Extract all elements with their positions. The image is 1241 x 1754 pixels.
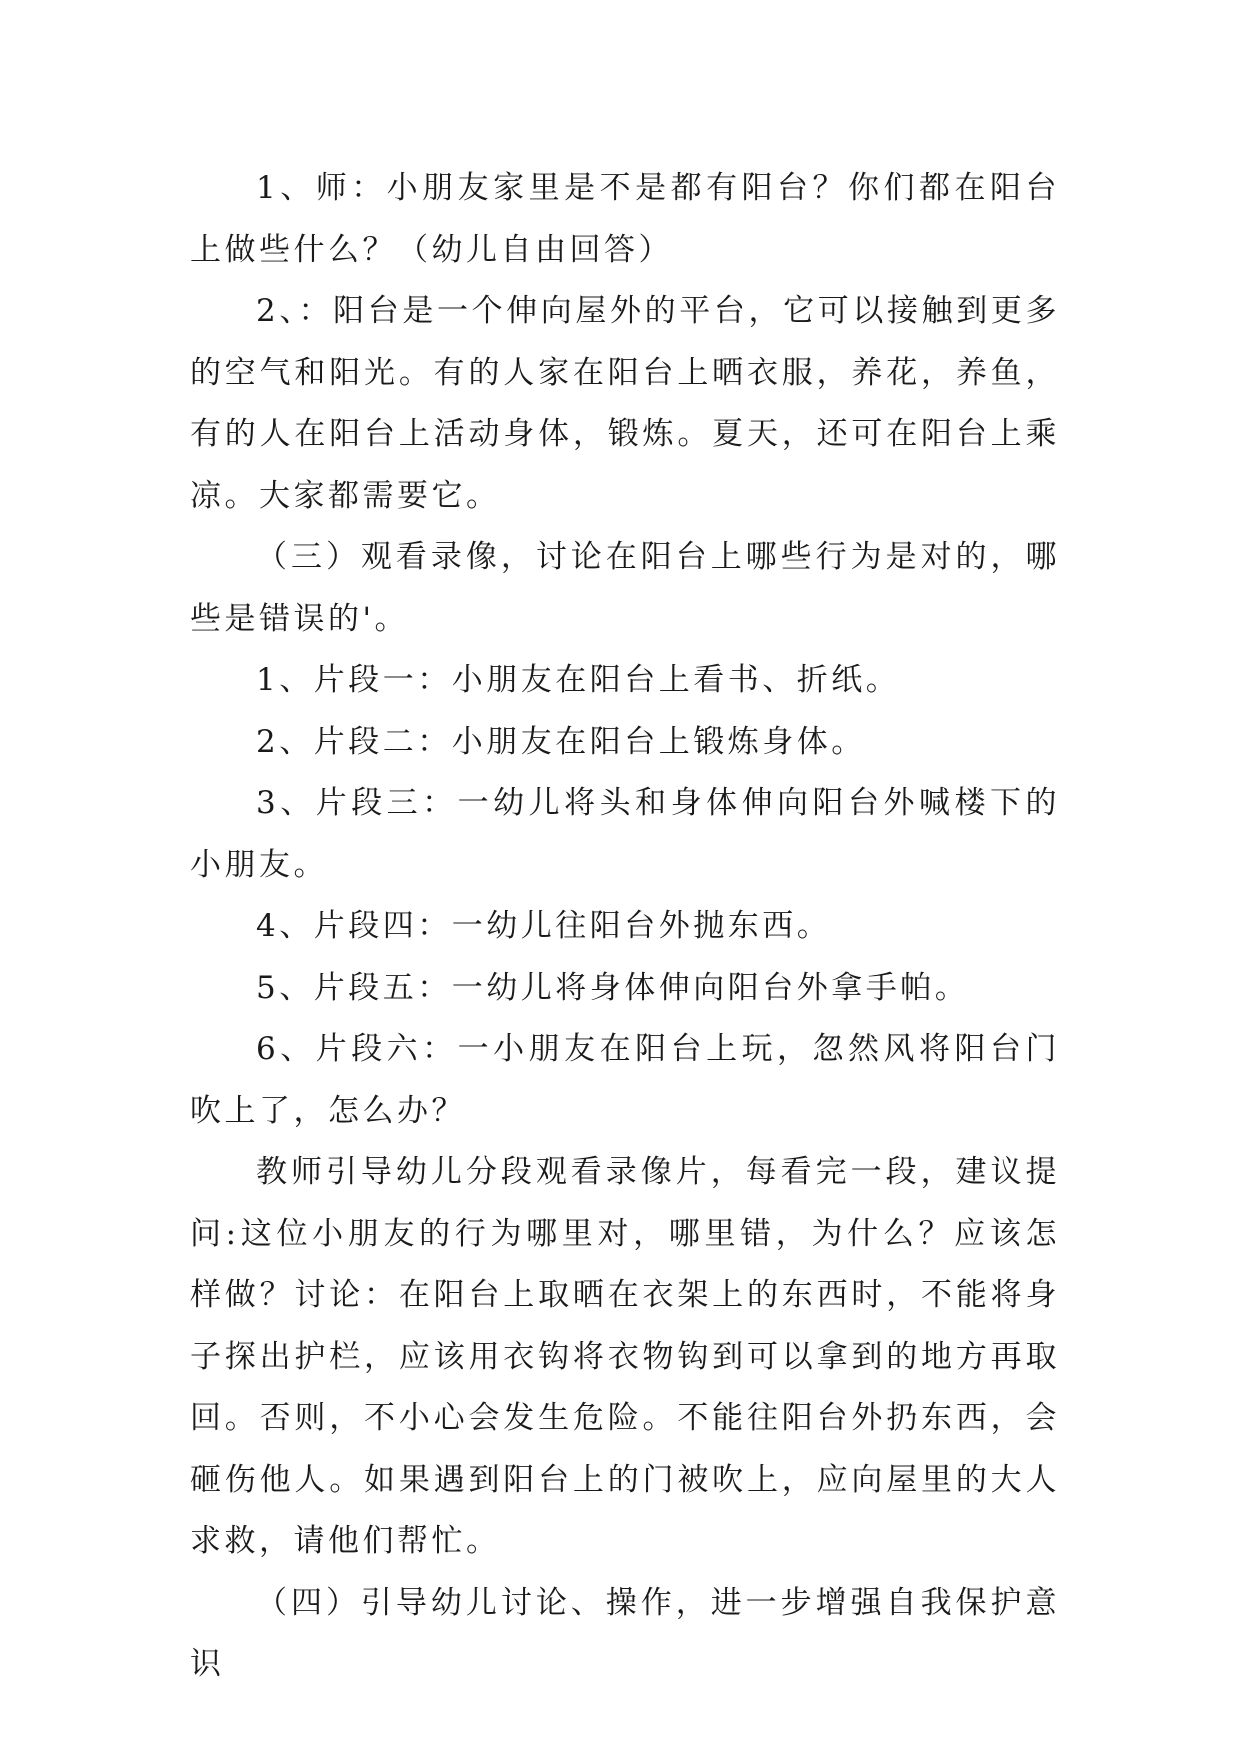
document-body — [190, 158, 1060, 1696]
paragraph-clip-3: 3、片段三：一幼儿将头和身体伸向阳台外喊楼下的小朋友。 — [190, 785, 1060, 883]
paragraph-clip-4: 4、片段四：一幼儿往阳台外抛东西。 — [256, 908, 832, 944]
paragraph-clip-5: 5、片段五：一幼儿将身体伸向阳台外拿手帕。 — [256, 969, 970, 1006]
paragraph-section-three-heading: （三）观看录像，讨论在阳台上哪些行为是对的，哪些是错误的'。 — [190, 539, 1060, 637]
paragraph-question-1: 1、师：小朋友家里是不是都有阳台？你们都在阳台上做些什么？（幼儿自由回答） — [190, 170, 1060, 268]
paragraph-balcony-description: 2、：阳台是一个伸向屋外的平台，它可以接触到更多的空气和阳光。有的人家在阳台上晒衣服，养花，养鱼，有的人在阳台上活动身体，锻炼。夏天，还可在阳台上乘凉。大家都需要它。 — [190, 293, 1060, 514]
paragraph-clip-1: 1、片段一：小朋友在阳台上看书、折纸。 — [256, 662, 901, 698]
paragraph-clip-6: 6、片段六：一小朋友在阳台上玩，忽然风将阳台门吹上了，怎么办？ — [190, 1031, 1060, 1129]
paragraph-section-four-heading: （四）引导幼儿讨论、操作，进一步增强自我保护意识 — [190, 1584, 1060, 1682]
paragraph-clip-2: 2、片段二：小朋友在阳台上锻炼身体。 — [256, 723, 866, 760]
paragraph-teacher-guidance: 教师引导幼儿分段观看录像片，每看完一段，建议提问:这位小朋友的行为哪里对，哪里错，为什么？应该怎样做？讨论：在阳台上取晒在衣架上的东西时，不能将身子探出护栏，应该用衣钩将衣物钩到可以拿到的地方再取回。否则，不小心会发生危险。不能往阳台外扔东西，会砸伤他人。如果遇到阳台上的门被吹上，应向屋里的大人求救，请他们帮忙。 — [190, 1154, 1060, 1559]
